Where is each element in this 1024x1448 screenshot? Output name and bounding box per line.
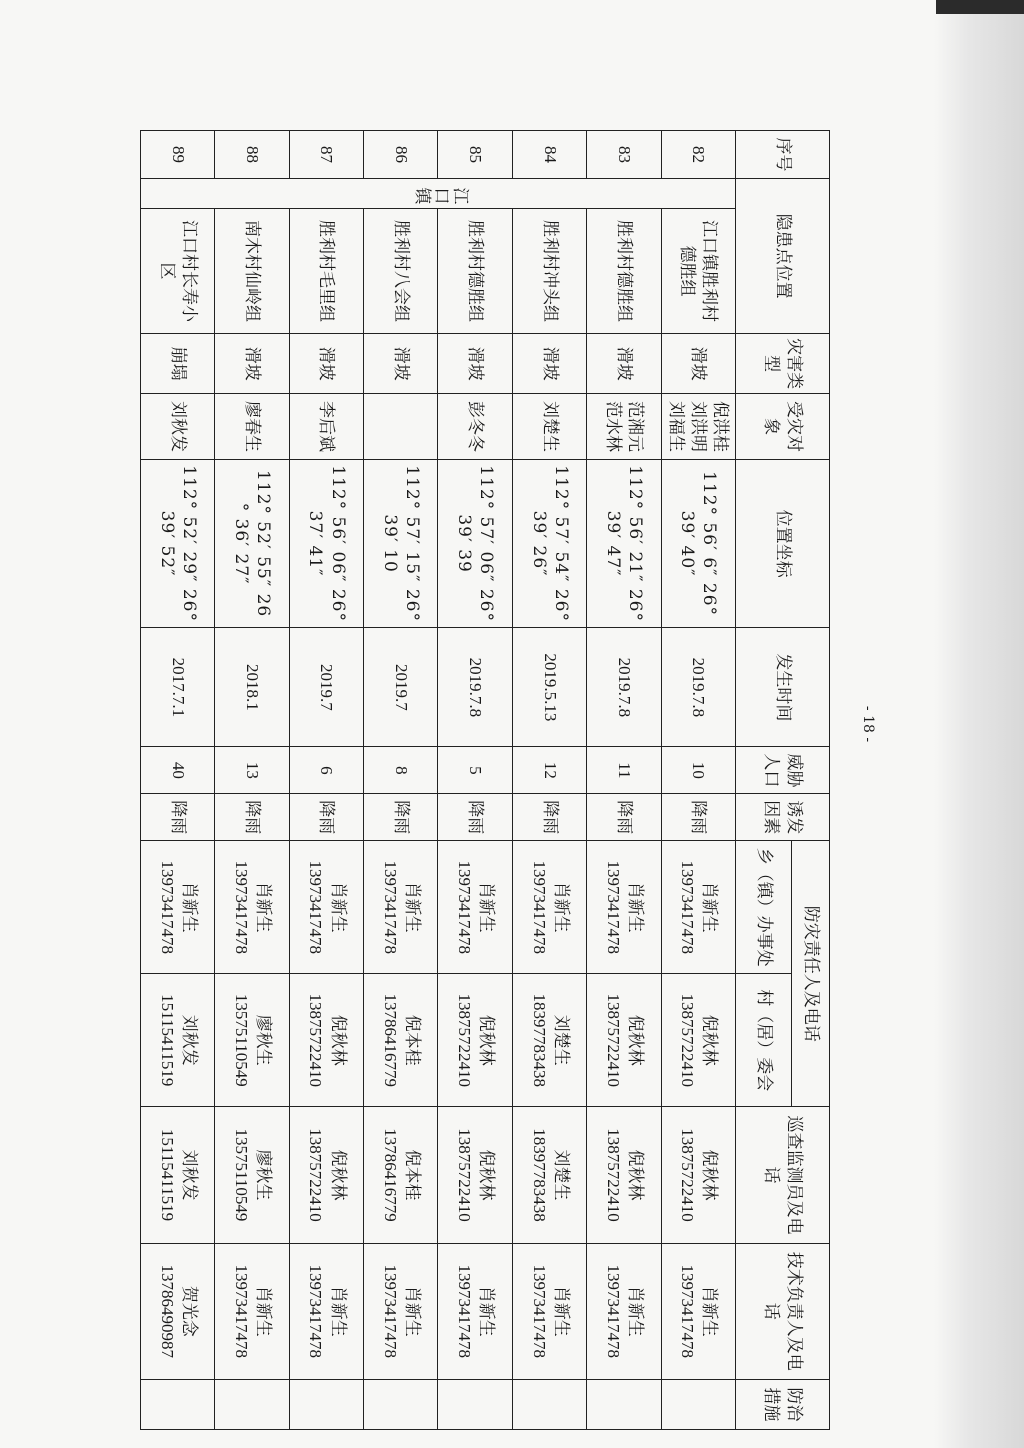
cell-seq: 83 (587, 131, 661, 179)
cell-resp-village-name: 倪秋林 (476, 1014, 497, 1066)
cell-trigger: 降雨 (141, 794, 215, 841)
cell-time: 2019.7 (289, 628, 363, 747)
cell-tech-phone: 13973417478 (306, 1264, 326, 1358)
header-resp-town: 乡（镇）办事处 (736, 841, 792, 974)
cell-affected: 彭冬冬 (438, 393, 512, 459)
cell-coords: 112° 57′ 06″ 26° 39′ 39 (438, 459, 512, 627)
cell-resp-town-phone: 13973417478 (157, 860, 177, 954)
cell-patrol-name: 倪秋林 (699, 1149, 720, 1201)
cell-coords: 112° 57′ 15″ 26° 39′ 10 (364, 459, 438, 627)
cell-resp-town (587, 841, 661, 974)
cell-patrol-name: 倪本桂 (401, 1149, 422, 1201)
cell-resp-town-phone: 13973417478 (306, 860, 326, 954)
header-disaster-type: 灾害类型 (736, 334, 830, 394)
header-location: 隐患点位置 (736, 178, 830, 333)
cell-location: 胜利村德胜组 (587, 208, 661, 334)
header-measures: 防治措施 (736, 1379, 830, 1429)
cell-resp-village-name: 刘秋发 (178, 1014, 199, 1066)
cell-resp-village-name: 倪秋林 (327, 1014, 348, 1066)
cell-time: 2019.7.8 (661, 628, 735, 747)
cell-resp-village-name: 倪秋林 (699, 1014, 720, 1066)
cell-tech-name: 肖新生 (476, 1285, 497, 1337)
table-row (512, 131, 586, 1430)
cell-patrol (364, 1107, 438, 1243)
table-row (661, 131, 735, 1430)
cell-tech-name: 肖新生 (327, 1285, 348, 1337)
cell-time: 2019.7 (364, 628, 438, 747)
cell-threatened: 6 (289, 747, 363, 794)
cell-resp-village-name: 倪本桂 (401, 1014, 422, 1066)
header-resp-village: 村（居）委会 (736, 974, 792, 1107)
cell-disaster-type: 滑坡 (587, 334, 661, 394)
table-row (438, 131, 512, 1430)
cell-coords: 112° 52′ 55″ 26 ° 36′ 27″ (215, 459, 289, 627)
cell-time: 2019.7.8 (438, 628, 512, 747)
cell-coords: 112° 56′ 06″ 26° 37′ 41″ (289, 459, 363, 627)
cell-resp-town-name: 肖新生 (550, 881, 571, 933)
cell-patrol-phone: 13875722410 (306, 1128, 326, 1222)
town-label: 江口镇 (412, 183, 470, 204)
cell-seq: 84 (512, 131, 586, 179)
header-seq: 序号 (736, 131, 830, 179)
cell-resp-village (661, 974, 735, 1107)
cell-seq: 82 (661, 131, 735, 179)
cell-resp-town (141, 841, 215, 974)
cell-trigger: 降雨 (289, 794, 363, 841)
table-row (141, 131, 215, 1430)
header-threatened: 威胁人口 (736, 747, 830, 794)
cell-location: 江口村长寿小区 (141, 208, 215, 334)
cell-resp-village-phone: 13875722410 (678, 993, 698, 1088)
cell-patrol (141, 1107, 215, 1243)
cell-patrol-phone: 13786416779 (380, 1128, 400, 1222)
cell-resp-town (512, 841, 586, 974)
cell-resp-village-phone: 15115411519 (157, 994, 177, 1087)
cell-patrol (512, 1107, 586, 1243)
cell-measures (215, 1379, 289, 1429)
cell-measures (587, 1379, 661, 1429)
cell-tech (587, 1243, 661, 1379)
cell-patrol-name: 倪秋林 (327, 1149, 348, 1201)
cell-trigger: 降雨 (587, 794, 661, 841)
rotated-table-wrapper (140, 130, 830, 1430)
cell-affected: 刘秋发 (141, 393, 215, 459)
cell-measures (661, 1379, 735, 1429)
cell-resp-village-phone: 13875722410 (603, 993, 623, 1088)
cell-disaster-type: 滑坡 (289, 334, 363, 394)
cell-resp-town (364, 841, 438, 974)
cell-tech (364, 1243, 438, 1379)
cell-resp-village (587, 974, 661, 1107)
cell-resp-town-name: 肖新生 (253, 881, 274, 933)
cell-threatened: 13 (215, 747, 289, 794)
cell-patrol-phone: 13875722410 (603, 1128, 623, 1222)
cell-patrol-phone: 13875722410 (678, 1128, 698, 1222)
page-number: - 18 - (860, 705, 876, 743)
cell-resp-town-name: 肖新生 (625, 881, 646, 933)
cell-threatened: 10 (661, 747, 735, 794)
cell-resp-town (215, 841, 289, 974)
hazard-point-table (140, 130, 830, 1430)
cell-disaster-type: 滑坡 (215, 334, 289, 394)
cell-measures (289, 1379, 363, 1429)
cell-patrol-phone: 13875722410 (455, 1128, 475, 1222)
cell-resp-town-phone: 13973417478 (529, 860, 549, 954)
cell-seq: 89 (141, 131, 215, 179)
cell-resp-town-phone: 13973417478 (380, 860, 400, 954)
cell-patrol-phone: 15115411519 (157, 1128, 177, 1222)
cell-patrol (289, 1107, 363, 1243)
cell-resp-town (289, 841, 363, 974)
cell-patrol-name: 刘楚生 (550, 1149, 571, 1201)
cell-resp-town-name: 肖新生 (401, 881, 422, 933)
cell-patrol-name: 倪秋林 (625, 1149, 646, 1201)
cell-patrol (661, 1107, 735, 1243)
cell-location: 江口镇胜利村德胜组 (661, 208, 735, 334)
cell-resp-village (438, 974, 512, 1107)
header-responsible: 防灾责任人及电话 (792, 841, 830, 1107)
cell-resp-town-phone: 13973417478 (455, 860, 475, 954)
cell-tech-name: 肖新生 (625, 1285, 646, 1337)
cell-resp-village-name: 刘楚生 (550, 1014, 571, 1066)
cell-resp-village-phone: 13575110549 (232, 993, 252, 1087)
cell-time: 2019.7.8 (587, 628, 661, 747)
cell-seq: 88 (215, 131, 289, 179)
cell-town (141, 178, 736, 208)
table-row (215, 131, 289, 1430)
cell-affected: 廖春生 (215, 393, 289, 459)
cell-disaster-type: 滑坡 (364, 334, 438, 394)
cell-resp-village-phone: 13875722410 (306, 993, 326, 1088)
cell-resp-village (364, 974, 438, 1107)
cell-disaster-type: 滑坡 (438, 334, 512, 394)
cell-measures (512, 1379, 586, 1429)
cell-seq: 86 (364, 131, 438, 179)
cell-affected: 李后斌 (289, 393, 363, 459)
cell-resp-village-name: 倪秋林 (625, 1014, 646, 1066)
cell-measures (438, 1379, 512, 1429)
cell-resp-village-phone: 13875722410 (455, 993, 475, 1088)
cell-trigger: 降雨 (661, 794, 735, 841)
cell-time: 2018.1 (215, 628, 289, 747)
cell-tech-name: 肖新生 (550, 1285, 571, 1337)
cell-tech (215, 1243, 289, 1379)
cell-resp-town-phone: 13973417478 (678, 860, 698, 954)
cell-resp-town (438, 841, 512, 974)
cell-location: 胜利村冲头组 (512, 208, 586, 334)
cell-tech (141, 1243, 215, 1379)
cell-coords: 112° 57′ 54″ 26° 39′ 26″ (512, 459, 586, 627)
cell-resp-village (512, 974, 586, 1107)
cell-patrol (438, 1107, 512, 1243)
cell-resp-village (289, 974, 363, 1107)
cell-resp-town-name: 肖新生 (178, 881, 199, 933)
cell-threatened: 11 (587, 747, 661, 794)
cell-tech-phone: 13786490987 (157, 1264, 177, 1358)
header-coords: 位置坐标 (736, 459, 830, 627)
cell-tech-name: 肖新生 (401, 1285, 422, 1337)
cell-tech-name: 贺光念 (178, 1285, 199, 1337)
cell-tech (512, 1243, 586, 1379)
cell-affected (364, 393, 438, 459)
cell-coords: 112° 52′ 29″ 26° 39′ 52″ (141, 459, 215, 627)
cell-threatened: 8 (364, 747, 438, 794)
cell-tech-phone: 13973417478 (232, 1264, 252, 1358)
cell-resp-village (215, 974, 289, 1107)
cell-patrol (587, 1107, 661, 1243)
cell-tech-phone: 13973417478 (455, 1264, 475, 1358)
cell-tech (438, 1243, 512, 1379)
cell-coords: 112° 56′ 21″ 26° 39′ 47″ (587, 459, 661, 627)
table-row (587, 131, 661, 1430)
cell-threatened: 5 (438, 747, 512, 794)
table-row (364, 131, 438, 1430)
cell-patrol-name: 刘秋发 (178, 1149, 199, 1201)
cell-location: 胜利村八会组 (364, 208, 438, 334)
cell-tech-phone: 13973417478 (380, 1264, 400, 1358)
cell-tech-phone: 13973417478 (603, 1264, 623, 1358)
cell-measures (364, 1379, 438, 1429)
cell-resp-village-phone: 13786416779 (380, 993, 400, 1088)
cell-tech-name: 肖新生 (699, 1285, 720, 1337)
cell-resp-town (661, 841, 735, 974)
cell-tech-phone: 13973417478 (529, 1264, 549, 1358)
cell-location: 胜利村毛里组 (289, 208, 363, 334)
cell-resp-town-name: 肖新生 (476, 881, 497, 933)
header-patrol: 巡查监测员及电话 (736, 1107, 830, 1243)
cell-trigger: 降雨 (438, 794, 512, 841)
scan-edge-mark (936, 0, 1024, 14)
cell-seq: 85 (438, 131, 512, 179)
cell-resp-village-phone: 18397783438 (529, 993, 549, 1088)
cell-location: 胜利村德胜组 (438, 208, 512, 334)
cell-patrol-phone: 13575110549 (232, 1128, 252, 1222)
header-affected: 受灾对象 (736, 393, 830, 459)
cell-tech-phone: 13973417478 (678, 1264, 698, 1358)
cell-resp-town-phone: 13973417478 (603, 860, 623, 954)
cell-tech-name: 肖新生 (253, 1285, 274, 1337)
header-time: 发生时间 (736, 628, 830, 747)
cell-trigger: 降雨 (215, 794, 289, 841)
cell-patrol-phone: 18397783438 (529, 1128, 549, 1222)
cell-threatened: 12 (512, 747, 586, 794)
cell-affected: 刘楚生 (512, 393, 586, 459)
cell-time: 2019.5.13 (512, 628, 586, 747)
table-body (141, 131, 736, 1430)
cell-location: 南木村仙岭组 (215, 208, 289, 334)
cell-affected: 范湘元 范水林 (587, 393, 661, 459)
cell-affected: 倪洪桂 刘洪明 刘福生 (661, 393, 735, 459)
cell-patrol-name: 倪秋林 (476, 1149, 497, 1201)
cell-trigger: 降雨 (512, 794, 586, 841)
cell-resp-town-phone: 13973417478 (232, 860, 252, 954)
cell-resp-town-name: 肖新生 (699, 881, 720, 933)
scan-edge-shadow (934, 0, 1024, 1448)
cell-threatened: 40 (141, 747, 215, 794)
header-tech: 技术负责人及电话 (736, 1243, 830, 1379)
cell-seq: 87 (289, 131, 363, 179)
cell-time: 2017.7.1 (141, 628, 215, 747)
cell-disaster-type: 崩塌 (141, 334, 215, 394)
cell-disaster-type: 滑坡 (512, 334, 586, 394)
cell-resp-village (141, 974, 215, 1107)
cell-resp-village-name: 廖秋生 (253, 1014, 274, 1066)
cell-tech (289, 1243, 363, 1379)
header-trigger: 诱发因素 (736, 794, 830, 841)
cell-resp-town-name: 肖新生 (327, 881, 348, 933)
cell-patrol-name: 廖秋生 (253, 1149, 274, 1201)
cell-trigger: 降雨 (364, 794, 438, 841)
table-row (289, 131, 363, 1430)
cell-coords: 112° 56′ 6″ 26° 39′ 40″ (661, 459, 735, 627)
cell-tech (661, 1243, 735, 1379)
cell-patrol (215, 1107, 289, 1243)
cell-disaster-type: 滑坡 (661, 334, 735, 394)
cell-measures (141, 1379, 215, 1429)
